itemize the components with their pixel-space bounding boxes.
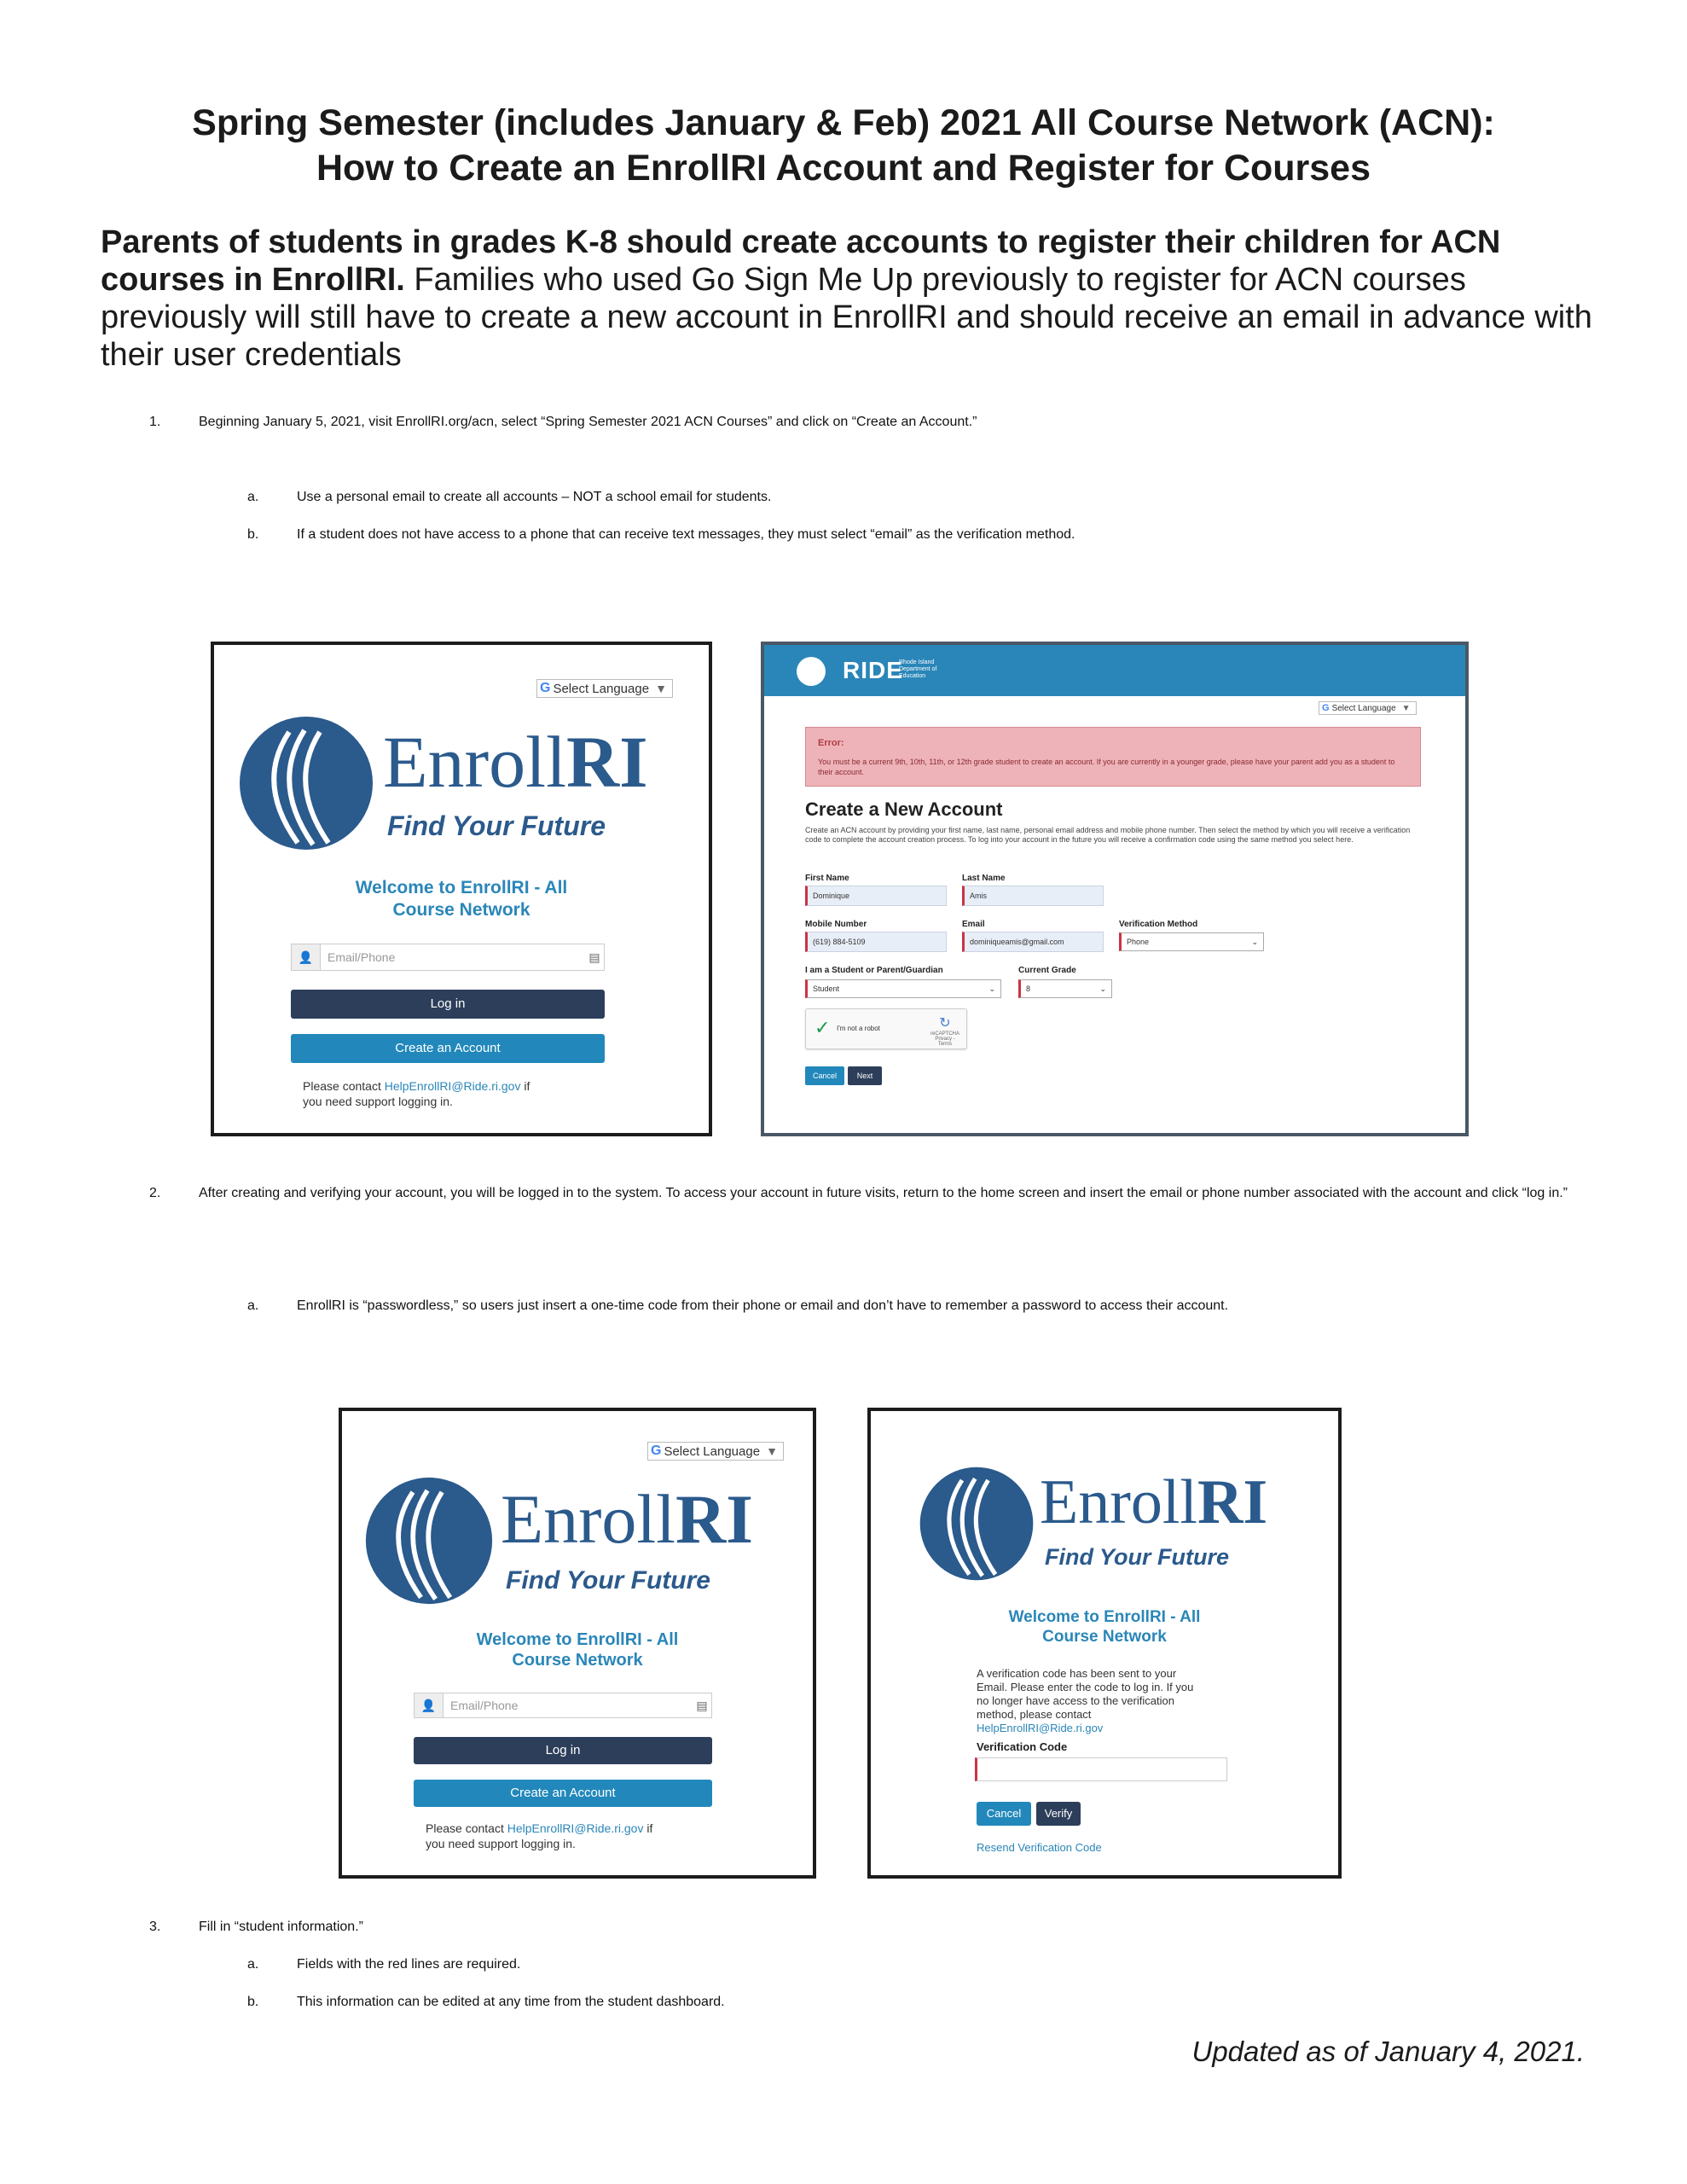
chevron-down-icon: ⌄ xyxy=(1099,984,1106,993)
current-grade-select[interactable]: 8 ⌄ xyxy=(1018,979,1112,998)
autofill-icon: ▤ xyxy=(588,950,600,964)
step-text: After creating and verifying your account, you will be logged in to the system. To access your account in future visits, return to the home screen and insert the email or phone number associated with the account and click “log in.” xyxy=(199,1186,1568,1200)
role-select[interactable]: Student ⌄ xyxy=(805,979,1001,998)
error-message: You must be a current 9th, 10th, 11th, or 12th grade student to create an account. If you are currently in a younger grade, please have your parent add you as a student to their account. xyxy=(818,758,1395,776)
dropdown-arrow-icon: ▼ xyxy=(766,1444,778,1458)
email-placeholder: Email/Phone xyxy=(328,950,396,964)
welcome-heading: Welcome to EnrollRI - All Course Network xyxy=(476,1630,679,1670)
create-account-description: Create an ACN account by providing your first name, last name, personal email address and mobile phone number. Then select the method by which you will receive a verification code to complete the account creation process. To log into your account in the future you will receive a confirmation code using the same method you select here. xyxy=(805,826,1411,844)
email-placeholder: Email/Phone xyxy=(450,1699,519,1712)
logo-swoosh-icon xyxy=(919,1466,1035,1582)
ride-brand-subtitle: Rhode Island Department of Education xyxy=(899,659,937,679)
ride-brand: RIDE xyxy=(843,657,903,683)
step-text: Fill in “student information.” xyxy=(199,1920,363,1934)
dropdown-arrow-icon: ▼ xyxy=(1401,703,1411,713)
chevron-down-icon: ⌄ xyxy=(988,984,995,993)
create-account-button[interactable]: Create an Account xyxy=(414,1780,712,1807)
language-label: Select Language xyxy=(664,1443,761,1459)
create-account-screenshot xyxy=(761,642,1469,1136)
intro-paragraph xyxy=(101,224,1602,374)
logo-tagline: Find Your Future xyxy=(1045,1544,1229,1570)
logo-wordmark: EnrollRI xyxy=(383,721,648,803)
support-email-link[interactable]: HelpEnrollRI@Ride.ri.gov xyxy=(977,1722,1104,1734)
checkmark-icon: ✓ xyxy=(815,1017,831,1038)
document-title xyxy=(0,101,1687,191)
verification-method-select[interactable]: Phone ⌄ xyxy=(1119,932,1264,951)
autofill-icon: ▤ xyxy=(696,1698,708,1712)
email-label: Email xyxy=(962,920,985,929)
intro-rest: Families who used Go Sign Me Up previously to register for ACN courses previously will still have to create a new account in EnrollRI and should receive an email in advance with their user credentials xyxy=(101,262,1592,373)
support-text: Please contact HelpEnrollRI@Ride.ri.gov if you need support logging in. xyxy=(303,1079,530,1108)
email-phone-input[interactable] xyxy=(414,1693,712,1718)
user-icon: 👤 xyxy=(415,1693,443,1717)
chevron-down-icon: ⌄ xyxy=(1251,937,1258,946)
sub-text: EnrollRI is “passwordless,” so users just insert a one-time code from their phone or email and don’t have to remember a password to access their account. xyxy=(297,1298,1229,1313)
verification-screenshot xyxy=(867,1408,1342,1879)
ride-logo-icon xyxy=(797,657,826,686)
last-name-input[interactable]: Amis xyxy=(962,886,1104,906)
support-text: Please contact HelpEnrollRI@Ride.ri.gov if you need support logging in. xyxy=(426,1821,653,1850)
step-number: 1. xyxy=(149,415,161,429)
support-email-link[interactable]: HelpEnrollRI@Ride.ri.gov xyxy=(507,1821,644,1835)
next-button[interactable]: Next xyxy=(848,1066,882,1085)
resend-code-link[interactable]: Resend Verification Code xyxy=(977,1841,1102,1854)
enrollri-logo xyxy=(919,1466,1328,1585)
support-email-link[interactable]: HelpEnrollRI@Ride.ri.gov xyxy=(384,1079,521,1093)
role-label: I am a Student or Parent/Guardian xyxy=(805,966,943,975)
cancel-button[interactable]: Cancel xyxy=(977,1802,1031,1826)
last-name-label: Last Name xyxy=(962,874,1006,883)
verify-button[interactable]: Verify xyxy=(1036,1802,1081,1826)
language-selector[interactable] xyxy=(647,1442,784,1461)
sub-letter: a. xyxy=(247,1298,259,1313)
mobile-number-label: Mobile Number xyxy=(805,920,867,929)
intro-bold: Parents of students in grades K-8 should create accounts to register their children for ACN courses in EnrollRI. xyxy=(101,224,1501,298)
language-label: Select Language xyxy=(553,681,650,696)
sub-letter: b. xyxy=(247,1995,259,2009)
logo-tagline: Find Your Future xyxy=(506,1566,710,1594)
updated-date: Updated as of January 4, 2021. xyxy=(1191,2036,1585,2067)
google-icon: G xyxy=(540,681,551,695)
login-button[interactable]: Log in xyxy=(291,990,605,1019)
logo-swoosh-icon xyxy=(238,715,374,851)
recaptcha-widget[interactable] xyxy=(805,1008,967,1049)
cancel-button[interactable]: Cancel xyxy=(805,1066,844,1085)
sub-text: Fields with the red lines are required. xyxy=(297,1957,521,1972)
logo-swoosh-icon xyxy=(364,1476,494,1606)
recaptcha-logo: ↻ reCAPTCHA Privacy - Terms xyxy=(930,1016,960,1047)
verification-info-text: A verification code has been sent to your Email. Please enter the code to log in. If you no longer have access to the verification method, please contact HelpEnrollRI@Ride.ri.gov xyxy=(977,1667,1267,1735)
title-line-1: Spring Semester (includes January & Feb) 2021 All Course Network (ACN): xyxy=(192,102,1495,143)
login-screenshot xyxy=(211,642,712,1136)
language-selector[interactable] xyxy=(1319,701,1417,715)
login-screenshot-2 xyxy=(339,1408,816,1879)
current-grade-label: Current Grade xyxy=(1018,966,1076,975)
sub-text: Use a personal email to create all accounts – NOT a school email for students. xyxy=(297,490,772,504)
title-line-2: How to Create an EnrollRI Account and Register for Courses xyxy=(316,148,1371,189)
step-text: Beginning January 5, 2021, visit EnrollRI.org/acn, select “Spring Semester 2021 ACN Courses” and click on “Create an Account.” xyxy=(199,415,977,429)
ride-header xyxy=(764,645,1465,696)
verification-code-input[interactable] xyxy=(975,1757,1227,1781)
step-number: 3. xyxy=(149,1920,161,1934)
email-phone-input[interactable] xyxy=(291,944,605,971)
sub-letter: b. xyxy=(247,527,259,542)
user-icon: 👤 xyxy=(292,944,321,970)
login-button[interactable]: Log in xyxy=(414,1737,712,1764)
language-selector[interactable] xyxy=(536,679,673,698)
logo-wordmark: EnrollRI xyxy=(501,1480,754,1558)
recaptcha-icon: ↻ xyxy=(939,1016,951,1031)
enrollri-logo xyxy=(238,715,681,860)
welcome-heading: Welcome to EnrollRI - All Course Network xyxy=(355,878,568,920)
email-input[interactable]: dominiqueamis@gmail.com xyxy=(962,932,1104,952)
mobile-number-input[interactable]: (619) 884-5109 xyxy=(805,932,947,952)
step-number: 2. xyxy=(149,1186,161,1200)
sub-text: This information can be edited at any time from the student dashboard. xyxy=(297,1995,725,2009)
create-account-heading: Create a New Account xyxy=(805,799,1003,820)
captcha-text: I'm not a robot xyxy=(837,1025,880,1032)
sub-text: If a student does not have access to a phone that can receive text messages, they must select “email” as the verification method. xyxy=(297,527,1075,542)
first-name-label: First Name xyxy=(805,874,849,883)
google-icon: G xyxy=(651,1443,662,1458)
error-alert xyxy=(805,727,1421,787)
google-icon: G xyxy=(1322,703,1330,713)
logo-tagline: Find Your Future xyxy=(387,810,606,841)
logo-wordmark: EnrollRI xyxy=(1040,1467,1268,1537)
error-title: Error: xyxy=(818,738,844,748)
sub-letter: a. xyxy=(247,490,259,504)
language-label: Select Language xyxy=(1331,703,1396,713)
verification-code-label: Verification Code xyxy=(977,1740,1068,1753)
enrollri-logo xyxy=(364,1476,791,1612)
sub-letter: a. xyxy=(247,1957,259,1972)
first-name-input[interactable]: Dominique xyxy=(805,886,947,906)
dropdown-arrow-icon: ▼ xyxy=(655,682,667,695)
verification-method-label: Verification Method xyxy=(1119,920,1198,929)
welcome-heading: Welcome to EnrollRI - All Course Network xyxy=(1008,1608,1201,1646)
create-account-button[interactable]: Create an Account xyxy=(291,1034,605,1063)
